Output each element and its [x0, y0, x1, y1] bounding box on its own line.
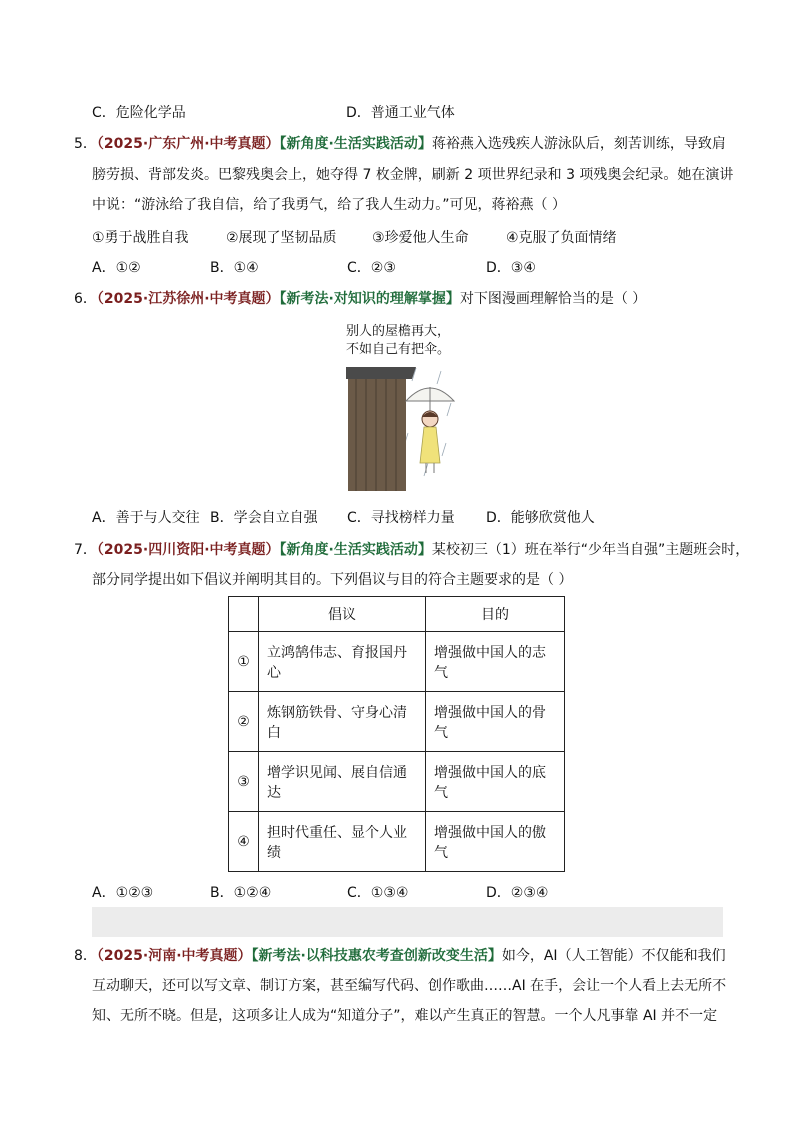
row-purpose-line-2: 气 [434, 784, 448, 801]
question-7-line-2: 部分同学提出如下倡议并阐明其目的。下列倡议与目的符合主题要求的是（ ） [92, 572, 573, 588]
answer-shaded-bar [92, 907, 723, 937]
option-a: A．①② [92, 260, 141, 276]
question-stem: 对下图漫画理解恰当的是（ ） [459, 291, 647, 307]
row-purpose-line-1: 增强做中国人的志 [434, 644, 546, 661]
cartoon-image [346, 323, 458, 493]
row-number: ① [229, 632, 259, 692]
table-header-proposal: 倡议 [259, 597, 426, 632]
option-d: D．普通工业气体 [346, 105, 455, 121]
row-number: ② [229, 692, 259, 752]
option-c: C．②③ [347, 260, 396, 276]
row-number: ③ [229, 752, 259, 812]
option-a: A．①②③ [92, 885, 154, 901]
option-b: B．①②④ [210, 885, 272, 901]
question-number: 5． [74, 136, 97, 152]
row-proposal: 炼钢筋铁骨、守身心清白 [259, 692, 426, 752]
question-8-line-3: 知、无所不晓。但是，这项多让人成为“知道分子”，难以产生真正的智慧。一个人凡事靠 AI 并不一定 [92, 1008, 718, 1024]
question-5-line-1 [74, 134, 726, 154]
option-a: A．善于与人交往 [92, 510, 200, 526]
row-purpose-line-1: 增强做中国人的傲 [434, 824, 546, 841]
table-header-purpose: 目的 [426, 597, 565, 632]
row-purpose-line-1: 增强做中国人的底 [434, 764, 546, 781]
question-number: 7． [74, 542, 97, 558]
row-number: ④ [229, 812, 259, 872]
question-number: 8． [74, 948, 97, 964]
row-proposal: 立鸿鹄伟志、育报国丹心 [259, 632, 426, 692]
option-d: D．能够欣赏他人 [486, 510, 595, 526]
row-purpose-line-2: 气 [434, 844, 448, 861]
question-source: （2025·河南·中考真题） [96, 948, 252, 964]
row-purpose [426, 692, 565, 752]
row-purpose [426, 812, 565, 872]
house-illustration [346, 367, 416, 491]
row-purpose-line-2: 气 [434, 664, 448, 681]
question-number: 6． [74, 291, 97, 307]
question-8-line-2: 互动聊天，还可以写文章、制订方案，甚至编写代码、创作歌曲……AI 在手，会让一个人看上去无所不 [92, 978, 727, 994]
row-purpose-line-2: 气 [434, 724, 448, 741]
question-tag: 【新角度·生活实践活动】 [279, 136, 432, 152]
option-b: B．①④ [210, 260, 259, 276]
question-8-line-1 [74, 946, 726, 966]
question-5-line-3: 中说：“游泳给了我自信，给了我勇气，给了我人生动力。”可见，蒋裕燕（ ） [92, 197, 566, 213]
question-source: （2025·四川资阳·中考真题） [96, 542, 280, 558]
table-row [229, 632, 565, 692]
option-b: B．学会自立自强 [210, 510, 318, 526]
statement-3: ③珍爱他人生命 [372, 230, 469, 246]
cartoon-caption-line-2: 不如自己有把伞。 [346, 342, 451, 357]
statement-4: ④克服了负面情绪 [506, 230, 617, 246]
option-c: C．寻找榜样力量 [347, 510, 455, 526]
option-c: C．危险化学品 [92, 105, 186, 121]
table-row [229, 752, 565, 812]
statement-2: ②展现了坚韧品质 [226, 230, 337, 246]
question-stem: 蒋裕燕入选残疾人游泳队后，刻苦训练，导致肩 [431, 136, 726, 152]
question-5-line-2: 膀劳损、背部发炎。巴黎残奥会上，她夺得 7 枚金牌，刷新 2 项世界纪录和 3 项残奥会纪录。她在演讲 [92, 167, 734, 183]
question-tag: 【新角度·生活实践活动】 [279, 542, 432, 558]
question-source: （2025·江苏徐州·中考真题） [96, 291, 280, 307]
row-proposal: 担时代重任、显个人业绩 [259, 812, 426, 872]
option-d: D．③④ [486, 260, 536, 276]
row-purpose [426, 752, 565, 812]
question-stem: 某校初三（1）班在举行“少年当自强”主题班会时， [431, 542, 750, 558]
row-proposal: 增学识见闻、展自信通达 [259, 752, 426, 812]
question-tag: 【新考法·以科技惠农考查创新改变生活】 [251, 948, 502, 964]
statement-1: ①勇于战胜自我 [92, 230, 189, 246]
table-row [229, 812, 565, 872]
row-purpose [426, 632, 565, 692]
option-c: C．①③④ [347, 885, 409, 901]
question-source: （2025·广东广州·中考真题） [96, 136, 280, 152]
table-row [229, 692, 565, 752]
table-header-row [229, 597, 565, 632]
proposal-table [228, 596, 565, 872]
cartoon-caption-line-1: 别人的屋檐再大， [346, 324, 451, 339]
row-purpose-line-1: 增强做中国人的骨 [434, 704, 546, 721]
question-6-line-1 [74, 289, 646, 309]
table-header-blank [229, 597, 259, 632]
question-stem: 如今，AI（人工智能）不仅能和我们 [501, 948, 726, 964]
option-d: D．②③④ [486, 885, 549, 901]
question-tag: 【新考法·对知识的理解掌握】 [279, 291, 460, 307]
girl-with-umbrella [406, 387, 454, 473]
question-7-line-1 [74, 540, 749, 560]
